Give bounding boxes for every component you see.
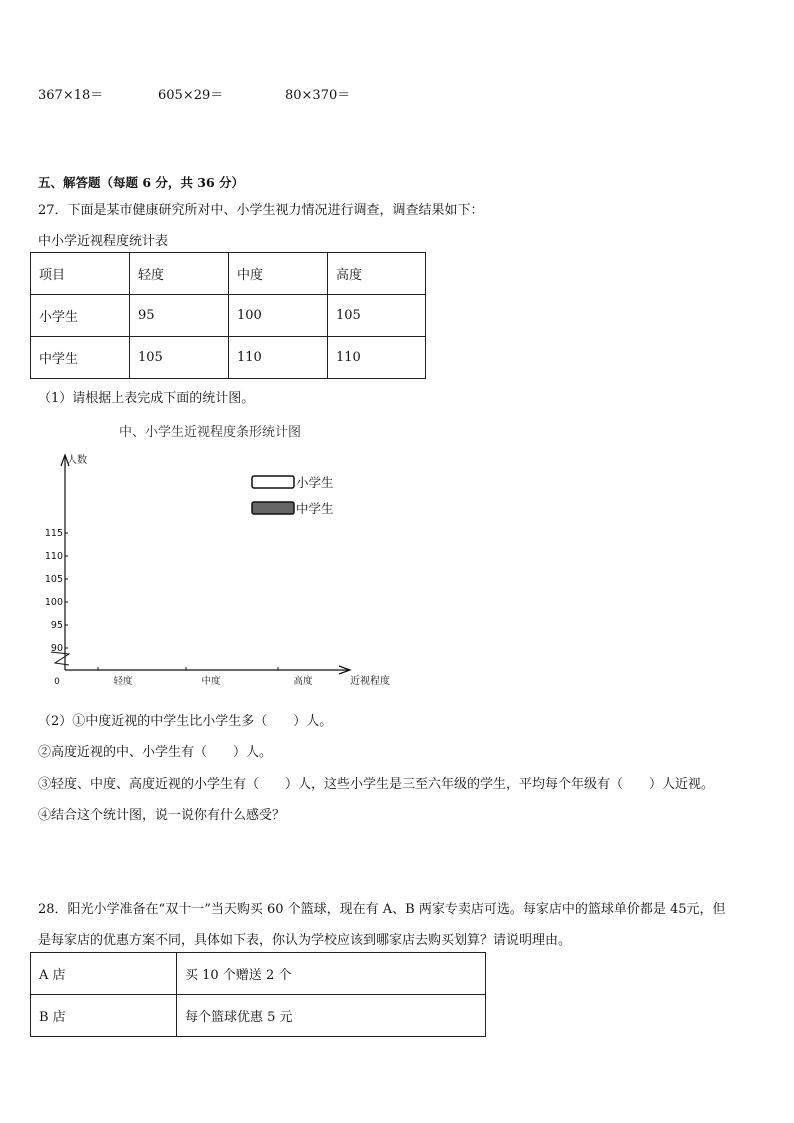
x-axis-label: 近视程度 [350,676,390,687]
legend-swatch [252,502,294,514]
table-cell: 105 [328,295,426,337]
table-cell: 每个篮球优惠 5 元 [177,995,486,1037]
y-tick-label: 110 [44,551,63,562]
q27-part2-1: （2）①中度近视的中学生比小学生多（ ）人。 [38,714,333,729]
table-cell: 中学生 [31,337,130,379]
table-cell: 中度 [229,253,328,295]
q28-stem-line1: 28．阳光小学准备在“双十一”当天购买 60 个篮球，现在有 A、B 两家专卖店可选。每家店中的篮球单价都是 45元，但 [38,902,726,917]
table-row [31,295,426,337]
table-cell: 95 [130,295,229,337]
table-cell: 小学生 [31,295,130,337]
q27-part1: （1）请根据上表完成下面的统计图。 [38,391,255,406]
y-tick-label: 105 [44,574,63,585]
legend-label: 中学生 [296,501,334,516]
legend-label: 小学生 [296,475,334,490]
table-cell: 买 10 个赠送 2 个 [177,953,486,995]
table-cell: A 店 [31,953,177,995]
table-cell: 100 [229,295,328,337]
y-axis-label: 人数 [67,455,87,466]
calc-item-2: 605×29＝ [158,88,224,103]
q27-table [30,252,426,379]
legend-swatch [252,476,294,488]
table-cell: 110 [328,337,426,379]
table-row [31,953,486,995]
y-tick-label: 100 [44,597,63,608]
table-row [31,253,426,295]
chart-title: 中、小学生近视程度条形统计图 [118,425,302,440]
q27-part2-4: ④结合这个统计图，说一说你有什么感受？ [38,808,286,823]
q27-stem: 27．下面是某市健康研究所对中、小学生视力情况进行调查，调查结果如下： [38,203,484,218]
q27-part2-2: ②高度近视的中、小学生有（ ）人。 [38,745,273,760]
y-tick-label: 115 [44,528,63,539]
y-tick-label: 90 [50,643,63,654]
table-cell: 高度 [328,253,426,295]
origin-label: 0 [54,677,60,687]
q28-stem-line2: 是每家店的优惠方案不同，具体如下表，你认为学校应该到哪家店去购买划算？请说明理由。 [38,933,572,948]
q27-table-caption: 中小学近视程度统计表 [38,234,169,249]
y-tick-label: 95 [50,620,63,631]
table-cell: 110 [229,337,328,379]
table-cell: 轻度 [130,253,229,295]
section-title: 五、解答题（每题 6 分，共 36 分） [38,175,245,190]
table-row [31,337,426,379]
table-cell: B 店 [31,995,177,1037]
x-tick-label: 高度 [293,676,313,687]
calc-item-3: 80×370＝ [285,88,351,103]
x-tick-label: 中度 [201,676,221,687]
table-cell: 105 [130,337,229,379]
q28-table [30,952,486,1037]
bar-chart [30,415,410,700]
q27-part2-3: ③轻度、中度、高度近视的小学生有（ ）人，这些小学生是三至六年级的学生，平均每个年级有（ ）人近视。 [38,777,715,792]
calc-item-1: 367×18＝ [38,88,104,103]
table-row [31,995,486,1037]
x-tick-label: 轻度 [113,676,133,687]
table-cell: 项目 [31,253,130,295]
